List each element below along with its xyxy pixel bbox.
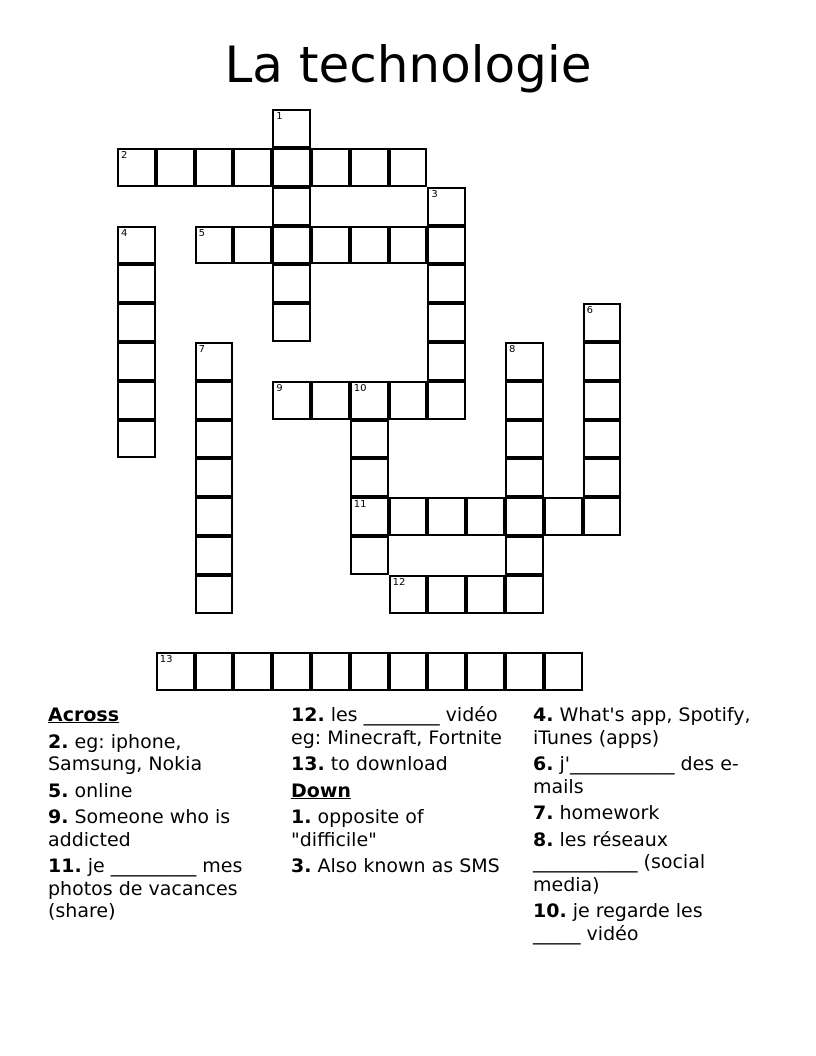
clue-text: online [74,779,133,802]
grid-cell[interactable] [195,381,234,420]
clue-across-11 [48,855,270,923]
grid-cell[interactable] [195,148,234,187]
clues-column-3 [533,704,755,949]
grid-cell[interactable] [583,420,622,459]
grid-cell[interactable] [117,148,156,187]
grid-cell[interactable] [544,652,583,691]
clue-number: 3. [291,855,312,877]
cell-number: 13 [159,654,173,666]
grid-cell[interactable] [195,497,234,536]
clue-number: 2. [48,730,69,753]
grid-cell[interactable] [272,264,311,303]
down-heading: Down [291,779,351,802]
grid-cell[interactable] [389,497,428,536]
grid-cell[interactable] [505,536,544,575]
grid-cell[interactable] [505,342,544,381]
grid-cell[interactable] [195,458,234,497]
grid-cell[interactable] [117,226,156,265]
cell-number: 4 [121,227,128,239]
clues-column-2 [291,704,513,882]
page-title: La technologie [224,36,592,94]
clue-text: Also known as SMS [317,855,500,877]
grid-cell[interactable] [195,420,234,459]
grid-cell[interactable] [350,458,389,497]
cell-number: 9 [276,382,283,394]
clue-across-12 [291,704,513,749]
clue-number: 10. [533,900,567,922]
grid-cell[interactable] [311,148,350,187]
grid-cell[interactable] [427,497,466,536]
clue-down-3 [291,855,513,878]
grid-cell[interactable] [427,381,466,420]
grid-cell[interactable] [272,187,311,226]
clue-down-1 [291,806,513,851]
clue-text: homework [559,802,660,824]
clue-across-9 [48,806,270,851]
grid-cell[interactable] [427,226,466,265]
cell-number: 12 [392,576,406,588]
grid-cell[interactable] [583,381,622,420]
cell-number: 7 [198,344,205,355]
clue-text: je regarde les _____ vidéo [533,900,703,945]
grid-cell[interactable] [311,652,350,691]
clue-down-6 [533,753,755,798]
grid-cell[interactable] [272,226,311,265]
cell-number: 3 [431,188,438,200]
grid-cell[interactable] [389,148,428,187]
grid-cell[interactable] [427,342,466,381]
grid-cell[interactable] [233,148,272,187]
grid-cell[interactable] [466,497,505,536]
clue-text: les ________ vidéo eg: Minecraft, Fortnite [291,704,502,749]
clue-text: to download [330,753,448,775]
grid-cell[interactable] [350,148,389,187]
clue-across-5 [48,780,270,803]
grid-cell[interactable] [117,264,156,303]
clue-across-2 [48,731,270,776]
grid-cell[interactable] [233,652,272,691]
clue-number: 12. [291,704,325,726]
grid-cell[interactable] [195,575,234,614]
grid-cell[interactable] [583,342,622,381]
grid-cell[interactable] [505,381,544,420]
grid-cell[interactable] [233,226,272,265]
cell-number: 5 [198,227,205,239]
grid-cell[interactable] [427,187,466,226]
grid-cell[interactable] [350,497,389,536]
grid-cell[interactable] [389,652,428,691]
clue-number: 7. [533,802,554,824]
clue-across-13 [291,753,513,776]
clue-number: 6. [533,753,554,775]
grid-cell[interactable] [117,381,156,420]
grid-cell[interactable] [272,109,311,148]
cell-number: 11 [353,499,367,511]
cell-number: 8 [509,344,516,355]
clue-text: Someone who is addicted [48,806,231,851]
grid-cell[interactable] [505,575,544,614]
grid-cell[interactable] [350,652,389,691]
clue-down-4 [533,704,755,749]
clue-number: 1. [291,806,312,828]
grid-cell[interactable] [156,652,195,691]
grid-cell[interactable] [350,536,389,575]
grid-cell[interactable] [117,420,156,459]
grid-cell[interactable] [272,381,311,420]
grid-cell[interactable] [350,226,389,265]
grid-cell[interactable] [195,342,234,381]
grid-cell[interactable] [583,303,622,342]
clue-text: opposite of "difficile" [291,806,424,851]
grid-cell[interactable] [505,420,544,459]
cell-number: 6 [586,305,593,317]
grid-cell[interactable] [195,536,234,575]
grid-cell[interactable] [350,381,389,420]
clue-number: 8. [533,828,554,851]
cell-number: 2 [121,150,128,161]
clues-column-1 [48,704,270,927]
grid-cell[interactable] [505,652,544,691]
grid-cell[interactable] [311,226,350,265]
across-heading: Across [48,704,120,726]
grid-cell[interactable] [505,458,544,497]
grid-cell[interactable] [195,226,234,265]
grid-cell[interactable] [272,303,311,342]
grid-cell[interactable] [117,342,156,381]
clue-text: j'___________ des e-mails [533,753,739,798]
clue-down-8 [533,829,755,897]
grid-cell[interactable] [583,458,622,497]
grid-cell[interactable] [427,303,466,342]
grid-cell[interactable] [427,652,466,691]
grid-cell[interactable] [466,652,505,691]
cell-number: 1 [276,111,283,123]
cell-number: 10 [353,382,367,394]
clue-number: 13. [291,753,325,775]
clue-text: What's app, Spotify, iTunes (apps) [533,704,751,749]
grid-cell[interactable] [195,652,234,691]
grid-cell[interactable] [156,148,195,187]
clue-text: eg: iphone, Samsung, Nokia [48,730,203,775]
grid-cell[interactable] [350,420,389,459]
clue-down-10 [533,900,755,945]
grid-cell[interactable] [583,497,622,536]
clue-number: 5. [48,779,69,802]
grid-cell[interactable] [427,575,466,614]
grid-cell[interactable] [505,497,544,536]
clue-number: 9. [48,806,69,828]
grid-cell[interactable] [272,148,311,187]
grid-cell[interactable] [389,226,428,265]
clue-text: je _________ mes photos de vacances (share) [48,855,243,922]
clue-number: 11. [48,855,82,877]
clue-text: les réseaux ___________ (social media) [533,828,706,896]
grid-cell[interactable] [389,575,428,614]
grid-cell[interactable] [311,381,350,420]
grid-cell[interactable] [272,652,311,691]
grid-cell[interactable] [117,303,156,342]
grid-cell[interactable] [427,264,466,303]
clue-down-7 [533,802,755,825]
grid-cell[interactable] [389,381,428,420]
grid-cell[interactable] [544,497,583,536]
clue-number: 4. [533,704,554,726]
grid-cell[interactable] [466,575,505,614]
